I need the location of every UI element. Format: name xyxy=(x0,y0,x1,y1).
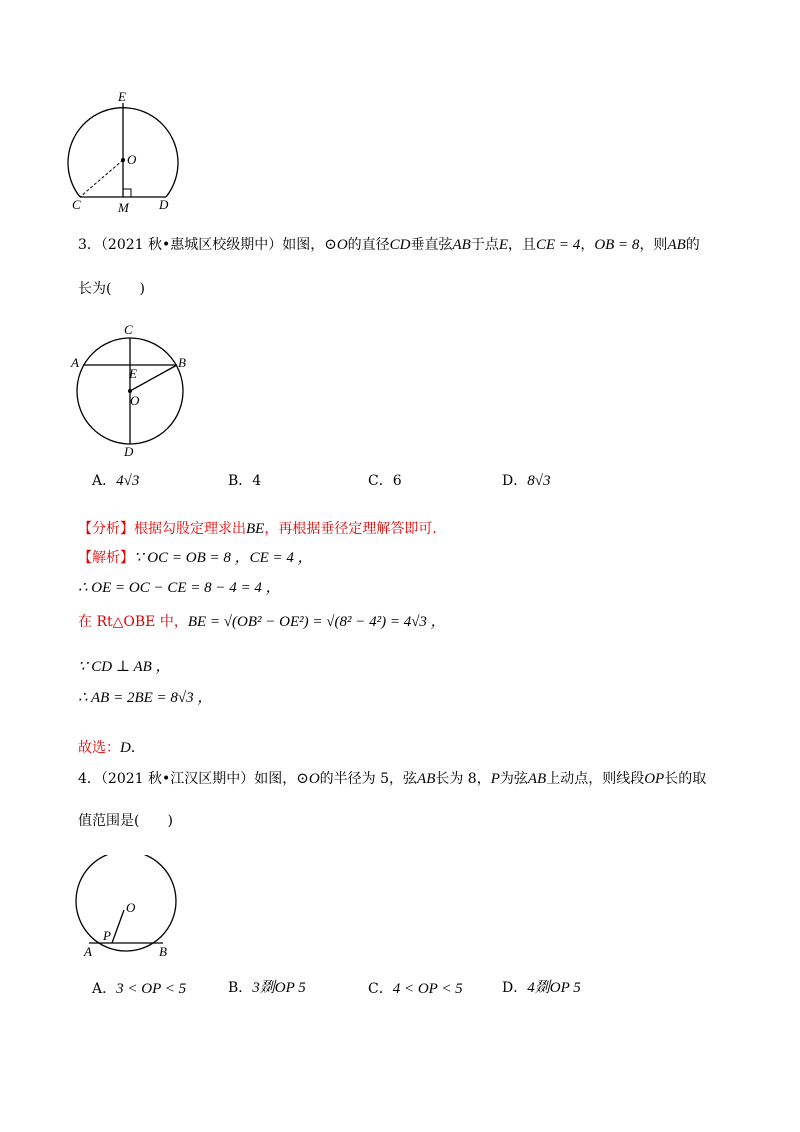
math: ⊙O xyxy=(324,237,348,253)
option-value: 3剟OP 5 xyxy=(252,980,306,996)
option-label: B． xyxy=(228,980,253,996)
text: 在 Rt△OBE 中， xyxy=(78,614,188,630)
math: OP xyxy=(644,771,665,787)
option-value: 8√3 xyxy=(527,473,551,489)
q4-option-d[interactable] xyxy=(502,976,581,997)
q4-circle-figure xyxy=(66,855,196,970)
option-label: A． xyxy=(92,981,117,997)
text: 根据勾股定理求出 xyxy=(134,521,246,537)
option-value: 4√3 xyxy=(116,473,140,489)
option-label: D． xyxy=(502,980,528,996)
solution-line-2: ∴ OE = OC − CE = 8 − 4 = 4 ， xyxy=(78,580,281,596)
q3-option-b[interactable] xyxy=(228,470,261,490)
label-E: E xyxy=(118,89,126,104)
question-source: （2021 秋•惠城区校级期中） xyxy=(100,237,283,253)
label-D: D xyxy=(159,197,169,212)
label-A: A xyxy=(84,944,92,959)
answer-line xyxy=(78,737,145,757)
option-value: 4 xyxy=(252,473,262,489)
text: ，再根据垂径定理解答即可． xyxy=(264,521,447,537)
math: E xyxy=(498,237,509,253)
math: CD xyxy=(389,237,411,253)
q4-option-c[interactable] xyxy=(368,978,463,998)
option-value: 4剟OP 5 xyxy=(527,980,581,996)
text: 的 xyxy=(685,237,700,253)
label-B: B xyxy=(178,355,186,370)
q4-option-b[interactable] xyxy=(228,976,306,997)
option-value: 4 < OP < 5 xyxy=(392,981,463,997)
label-O: O xyxy=(126,900,136,915)
math: P xyxy=(490,771,500,787)
option-label: B． xyxy=(228,473,253,489)
option-label: C． xyxy=(368,981,393,997)
right-angle-mark xyxy=(123,189,131,197)
option-value: 6 xyxy=(392,473,402,489)
text: ，则 xyxy=(639,237,668,253)
label-P: P xyxy=(103,928,111,943)
text: 长的取 xyxy=(664,771,707,787)
text: 垂直弦 xyxy=(410,237,453,253)
radius-ob xyxy=(130,365,177,391)
solution-line-4: ∵ CD ⊥ AB ， xyxy=(78,659,171,675)
center-dot xyxy=(121,158,125,162)
question-number: 3． xyxy=(78,237,101,253)
question-3-line-1 xyxy=(78,234,700,254)
math: CE = 4 xyxy=(536,237,581,253)
math: ∵ OC = OB = 8 ，CE = 4 ， xyxy=(134,550,313,566)
text: 的直径 xyxy=(347,237,390,253)
math: AB xyxy=(667,237,686,253)
solution-tag: 【解析】 xyxy=(78,550,134,566)
q3-circle-figure xyxy=(66,320,196,460)
answer: D xyxy=(120,740,131,756)
q3-option-d[interactable] xyxy=(502,470,550,490)
question-4-line-1 xyxy=(78,768,706,788)
label-A: A xyxy=(71,355,79,370)
question-4-line-2: 值范围是( ) xyxy=(78,813,173,829)
text: ，且 xyxy=(508,237,537,253)
question-3-line-2: 长为( ) xyxy=(78,281,145,297)
math: AB xyxy=(452,237,471,253)
q3-option-a[interactable] xyxy=(92,470,139,490)
math: OB = 8 xyxy=(594,237,640,253)
top-circle-figure xyxy=(60,88,200,218)
q3-option-c[interactable] xyxy=(368,470,402,490)
label-O: O xyxy=(127,152,137,167)
segment-op xyxy=(112,910,124,943)
label-C: C xyxy=(72,197,81,212)
analysis-line xyxy=(78,518,446,538)
question-number: 4． xyxy=(78,771,101,787)
label-O: O xyxy=(130,393,140,408)
math: ⊙O xyxy=(296,771,320,787)
math: AB xyxy=(417,771,436,787)
dashed-radius xyxy=(80,160,123,197)
option-value: 3 < OP < 5 xyxy=(116,981,187,997)
text: ． xyxy=(130,740,145,756)
solution-line-5: ∴ AB = 2BE = 8√3 ， xyxy=(78,690,213,706)
solution-line-1 xyxy=(78,546,313,567)
math: AB xyxy=(527,771,547,787)
option-label: D． xyxy=(502,473,528,489)
text: 长为 8， xyxy=(435,771,491,787)
text: 如图， xyxy=(254,771,297,787)
text: 为弦 xyxy=(499,771,528,787)
label-B: B xyxy=(159,944,167,959)
q4-option-a[interactable] xyxy=(92,978,186,998)
label-E: E xyxy=(129,366,137,381)
label-D: D xyxy=(124,444,134,459)
solution-line-3 xyxy=(78,610,446,631)
text: ， xyxy=(580,237,595,253)
question-source: （2021 秋•江汉区期中） xyxy=(100,771,255,787)
option-label: A． xyxy=(92,473,117,489)
label-M: M xyxy=(118,200,129,215)
label-C: C xyxy=(124,322,133,337)
text: 如图， xyxy=(282,237,325,253)
math: BE xyxy=(246,521,265,537)
text: 上动点，则线段 xyxy=(546,771,645,787)
text: 故选： xyxy=(78,740,120,756)
text: 于点 xyxy=(470,237,499,253)
math: BE = √(OB² − OE²) = √(8² − 4²) = 4√3 ， xyxy=(187,614,446,630)
option-label: C． xyxy=(368,473,393,489)
analysis-tag: 【分析】 xyxy=(78,521,134,537)
text: 的半径为 5，弦 xyxy=(319,771,418,787)
